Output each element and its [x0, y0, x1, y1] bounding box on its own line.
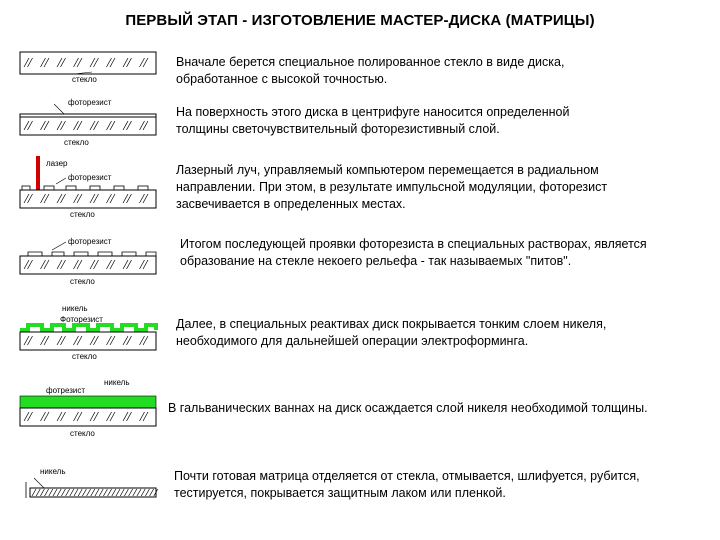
hatch-stroke [70, 489, 74, 496]
figure-finished-matrix [14, 460, 164, 510]
hatch-stroke [137, 489, 141, 496]
glass-label: стекло [72, 352, 97, 361]
step-2-line-2: толщины светочувствительный фоторезистивный слой. [176, 122, 500, 136]
glass-hatch [24, 194, 148, 203]
glass-hatch [24, 260, 148, 269]
step-4-description [180, 236, 647, 270]
hatch-stroke [45, 489, 49, 496]
step-3-line-1: Лазерный луч, управляемый компьютером перемещается в радиальном [176, 163, 599, 177]
glass-hatch [24, 58, 148, 67]
hatch-stroke [32, 489, 36, 496]
laser-diagram [14, 154, 164, 220]
nickel-thick-layer [20, 396, 156, 408]
nickel-label: никель [104, 378, 130, 387]
nickel-thin-layer [20, 325, 156, 330]
hatch-stroke [49, 489, 53, 496]
step-1-description [176, 54, 564, 88]
step-2-line-1: На поверхность этого диска в центрифуге наносится определенной [176, 105, 570, 119]
figure-photoresist-coating [14, 96, 164, 148]
figure-nickel-electroform [14, 376, 164, 438]
hatch-stroke [108, 489, 112, 496]
nickel-thick-diagram [14, 376, 164, 438]
step-7-description [174, 468, 640, 502]
photoresist-label: фоторезист [68, 237, 112, 246]
photoresist-label: фотрезист [46, 386, 86, 395]
hatch-stroke [78, 489, 82, 496]
step-6-description [168, 400, 648, 417]
figure-glass-disk [14, 46, 164, 86]
hatch-stroke [82, 489, 86, 496]
glass-label: стекло [70, 429, 95, 438]
hatch-stroke [133, 489, 137, 496]
step-1-line-1: Вначале берется специальное полированное стекло в виде диска, [176, 55, 565, 69]
hatch-stroke [61, 489, 65, 496]
photoresist-label: фоторезист [68, 173, 112, 182]
figure-nickel-coating [14, 302, 164, 364]
hatch-stroke [141, 489, 145, 496]
figure-laser-exposure [14, 154, 164, 220]
hatch-stroke [112, 489, 116, 496]
hatch-stroke [53, 489, 57, 496]
hatch-stroke [66, 489, 70, 496]
glass-hatch [24, 336, 148, 345]
step-7-line-1: Почти готовая матрица отделяется от стекла, отмывается, шлифуется, рубится, [174, 469, 640, 483]
glass-label: стекло [72, 75, 97, 84]
hatch-stroke [74, 489, 78, 496]
laser-label: лазер [46, 159, 68, 168]
hatch-stroke [36, 489, 40, 496]
hatch-stroke [95, 489, 99, 496]
hatch-stroke [129, 489, 133, 496]
hatch-stroke [150, 489, 154, 496]
nickel-thin-diagram [14, 302, 164, 364]
hatch-stroke [116, 489, 120, 496]
step-1-line-2: обработанное с высокой точностью. [176, 72, 388, 86]
nickel-label: никель [40, 467, 66, 476]
hatch-stroke [40, 489, 44, 496]
hatch-stroke [124, 489, 128, 496]
hatch-stroke [103, 489, 107, 496]
figure-developed-pits [14, 232, 164, 290]
hatch-stroke [99, 489, 103, 496]
hatch-stroke [120, 489, 124, 496]
glass-label: стекло [64, 138, 89, 147]
nickel-label: никель [62, 304, 88, 313]
photoresist-label: Фоторезист [60, 315, 103, 324]
step-5-description [176, 316, 606, 350]
glass-hatch [24, 412, 148, 421]
resist-relief [20, 252, 156, 256]
step-5-line-2: необходимого для дальнейшей операции электроформинга. [176, 334, 529, 348]
step-3-line-2: направлении. При этом, в результате импульсной модуляции, фоторезист [176, 180, 608, 194]
step-6-line-1: В гальванических ваннах на диск осаждается слой никеля необходимой толщины. [168, 401, 648, 415]
step-2-description [176, 104, 569, 138]
matrix-diagram [14, 460, 164, 510]
exposed-resist [22, 186, 148, 190]
page-title: ПЕРВЫЙ ЭТАП - ИЗГОТОВЛЕНИЕ МАСТЕР-ДИСКА (МАТРИЦЫ) [125, 12, 595, 29]
step-3-line-3: засвечивается в определенных местах. [176, 197, 406, 211]
hatch-stroke [91, 489, 95, 496]
laser-beam [36, 156, 40, 190]
hatch-stroke [57, 489, 61, 496]
pits-diagram [14, 232, 164, 290]
hatch-stroke [87, 489, 91, 496]
step-3-description [176, 162, 607, 213]
step-4-line-1: Итогом последующей проявки фоторезиста в специальных растворах, является [180, 237, 647, 251]
glass-hatch [24, 121, 148, 130]
hatch-stroke [145, 489, 149, 496]
photoresist-diagram [14, 96, 164, 148]
step-7-line-2: тестируется, покрывается защитным лаком или пленкой. [174, 486, 506, 500]
glass-label: стекло [70, 277, 95, 286]
glass-diagram [14, 46, 164, 86]
step-5-line-1: Далее, в специальных реактивах диск покрывается тонким слоем никеля, [176, 317, 607, 331]
step-4-line-2: образование на стекле некоего рельефа - так называемых "питов". [180, 254, 572, 268]
glass-label: стекло [70, 210, 95, 219]
photoresist-label: фоторезист [68, 98, 112, 107]
nickel-hatch [32, 489, 158, 496]
